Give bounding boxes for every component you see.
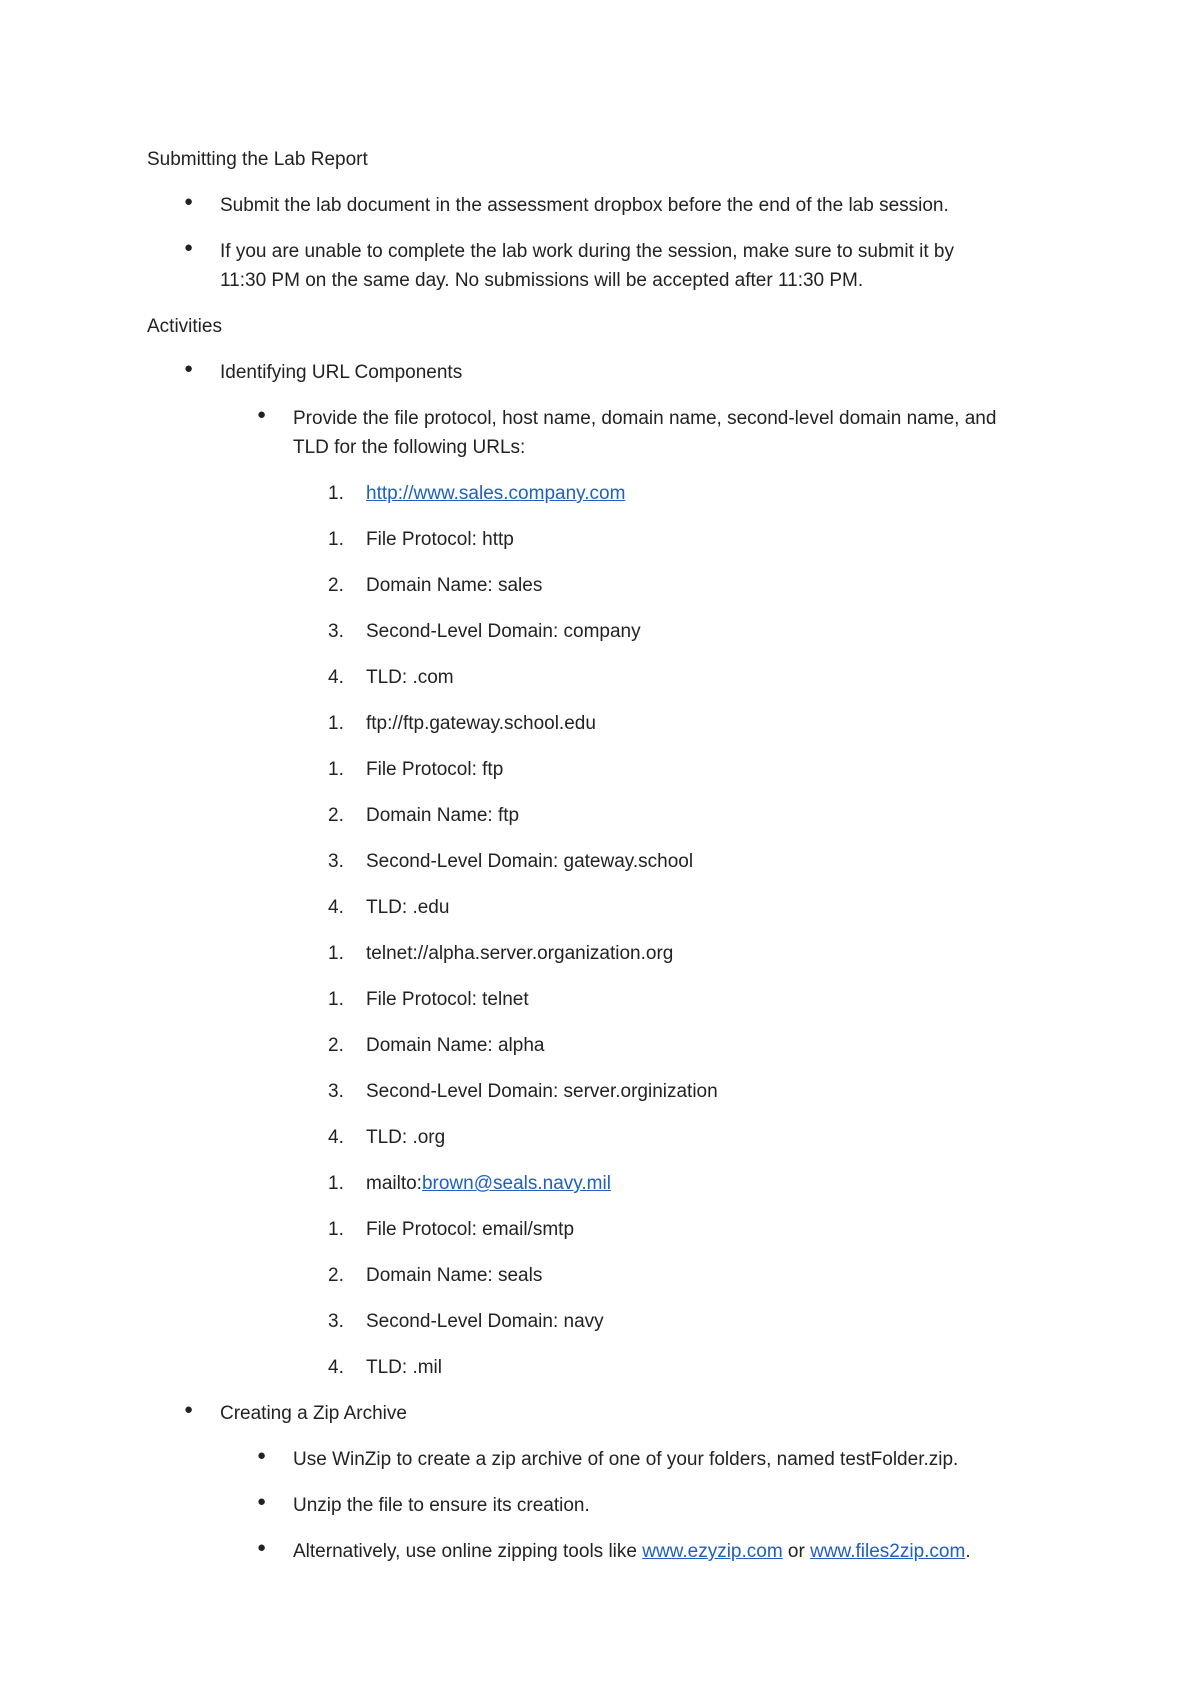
url-3-detail-1: File Protocol: telnet [366,989,529,1010]
section-heading-activities: Activities [147,316,222,337]
bullet-icon: ● [257,1539,267,1556]
list-number: 4. [328,1127,344,1148]
activity-1-instruction-line-2: TLD for the following URLs: [293,437,526,458]
list-number: 2. [328,805,344,826]
activity-2-item-2: Unzip the file to ensure its creation. [293,1495,590,1516]
url-2-detail-3: Second-Level Domain: gateway.school [366,851,694,872]
list-number: 1. [328,943,344,964]
submit-item-2-line-1: If you are unable to complete the lab work during the session, make sure to submit it by [220,241,954,262]
list-number: 1. [328,483,344,504]
list-number: 3. [328,1081,344,1102]
bullet-icon: ● [257,1493,267,1510]
submit-item-1: Submit the lab document in the assessment dropbox before the end of the lab session. [220,195,949,216]
list-number: 4. [328,667,344,688]
list-number: 1. [328,989,344,1010]
url-4-detail-1: File Protocol: email/smtp [366,1219,575,1240]
url-1-detail-1: File Protocol: http [366,529,514,550]
item-3-suffix: . [965,1541,971,1562]
url-3-detail-4: TLD: .org [366,1127,446,1148]
list-number: 2. [328,1265,344,1286]
url-2-text: ftp://ftp.gateway.school.edu [366,713,596,734]
list-number: 1. [328,713,344,734]
bullet-icon: ● [257,1447,267,1464]
bullet-icon: ● [184,239,194,256]
activity-2-item-3 [293,1539,971,1565]
list-number: 3. [328,1311,344,1332]
list-number: 2. [328,1035,344,1056]
item-3-prefix: Alternatively, use online zipping tools like [293,1541,643,1562]
list-number: 4. [328,1357,344,1378]
url-4-detail-4: TLD: .mil [366,1357,442,1378]
mailto-link[interactable]: brown@seals.navy.mil [421,1173,611,1194]
activity-1-title: Identifying URL Components [220,362,463,383]
url-4-detail-2: Domain Name: seals [366,1265,543,1286]
bullet-icon: ● [257,406,267,423]
list-number: 2. [328,575,344,596]
url-link-http[interactable]: http://www.sales.company.com [366,483,626,504]
files2zip-link[interactable]: www.files2zip.com [810,1541,966,1562]
bullet-icon: ● [184,1401,194,1418]
url-3-text: telnet://alpha.server.organization.org [366,943,674,964]
list-number: 1. [328,1173,344,1194]
activity-2-item-1: Use WinZip to create a zip archive of one of your folders, named testFolder.zip. [293,1449,959,1470]
list-number: 4. [328,897,344,918]
url-1-detail-2: Domain Name: sales [366,575,543,596]
url-1-detail-3: Second-Level Domain: company [366,621,641,642]
url-2-detail-1: File Protocol: ftp [366,759,504,780]
url-3-detail-3: Second-Level Domain: server.orginization [366,1081,718,1102]
item-3-mid: or [782,1541,811,1562]
url-4-prefix: mailto: [366,1173,422,1194]
list-number: 3. [328,621,344,642]
submit-item-2-line-2: 11:30 PM on the same day. No submissions will be accepted after 11:30 PM. [220,270,864,291]
activity-2-title: Creating a Zip Archive [220,1403,407,1424]
url-4-detail-3: Second-Level Domain: navy [366,1311,604,1332]
list-number: 1. [328,1219,344,1240]
activity-1-instruction-line-1: Provide the file protocol, host name, domain name, second-level domain name, and [293,408,997,429]
bullet-icon: ● [184,360,194,377]
list-number: 1. [328,529,344,550]
url-2-detail-4: TLD: .edu [366,897,450,918]
list-number: 1. [328,759,344,780]
bullet-icon: ● [184,193,194,210]
url-1-detail-4: TLD: .com [366,667,454,688]
url-3-detail-2: Domain Name: alpha [366,1035,545,1056]
list-number: 3. [328,851,344,872]
url-2-detail-2: Domain Name: ftp [366,805,520,826]
section-heading-submit: Submitting the Lab Report [147,149,368,170]
url-4-line [366,1171,611,1197]
ezyzip-link[interactable]: www.ezyzip.com [642,1541,783,1562]
